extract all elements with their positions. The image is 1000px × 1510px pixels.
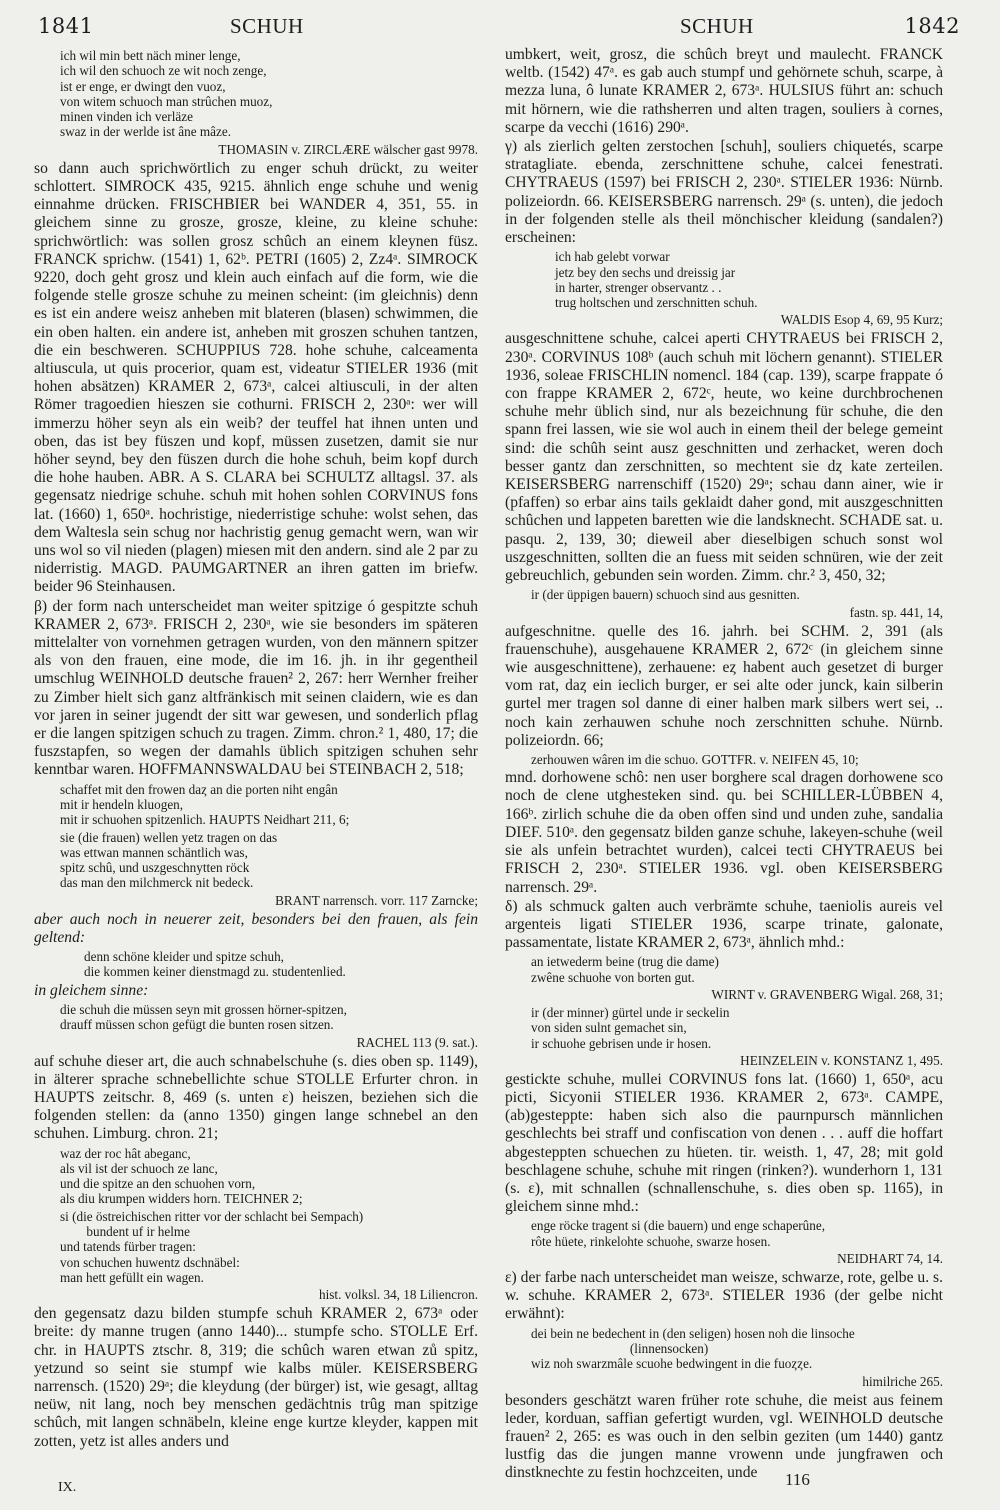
paragraph: auf schuhe dieser art, die auch schnabelschuhe (s. dies oben sp. 1149), in älterer sprache schnebellichte schue STOLLE Erfurter chron. in HAUPTS zeitschr. 8, 469 (s. unten ε) heiszen, beziehen sich die folgenden stellen: da (anno 1350) gingen lange schnebel an den schuhen. Limburg. chron. 21; (34, 1052, 478, 1143)
quote: ir (der minner) gürtel unde ir seckelin von siden sulnt gemachet sin, ir schuohe gebrisen unde ir hosen. (531, 1004, 730, 1051)
quote-source: THOMASIN v. ZIRCLÆRE wälscher gast 9978. (218, 141, 478, 157)
quote-source: fastn. sp. 441, 14, (849, 604, 943, 620)
left-column (34, 46, 478, 1452)
quote-source: HEINZELEIN v. KONSTANZ 1, 495. (740, 1052, 943, 1068)
running-title-right: SCHUH (680, 14, 754, 38)
page-number-right: 1842 (904, 14, 960, 38)
quote: ich hab gelebt vorwar jetz bey den sechs und dreissig jar in harter, strenger observantz . . trug holtschen und zerschnitten schuh. (555, 249, 758, 311)
page-number-left: 1841 (38, 14, 94, 38)
paragraph: gestickte schuhe, mullei CORVINUS fons lat. (1660) 1, 650ᵃ, acu picti, Sicyonii STIELER 1936. KRAMER 2, 673ᵃ. CAMPE, (ab)gesteppte: haben sich also die paurnpursch männlichen geschlechts bei straff und confiscation von denen . . . auff die hoffart abgesteppten schuechen zu hüeten. tir. weisth. 1, 47, 28; mit gold beschlagene schuhe, schuhe mit ringen (rinken?). wunderhorn 1, 131 (s. ε), mit schnallen (schnallenschuhe, s. dies oben sp. 1165), in gleichem sinne mhd.: (505, 1070, 943, 1216)
running-title-left: SCHUH (230, 14, 304, 38)
paragraph: umbkert, weit, grosz, die schûch breyt und maulecht. FRANCK weltb. (1542) 47ᵃ. es gab auch stumpf und gehörnete schuh, scarpe, à mezza luna, ô lunate KRAMER 2, 673ᵃ. HULSIUS führt an: schuch mit hörnern, wie die rathsherren und alten tragen, souliers à cornes, scarpe da vecchi (1616) 290ᵃ. (505, 46, 943, 136)
paragraph: besonders geschätzt waren früher rote schuhe, die meist aus feinem leder, korduan, saffian gefertigt wurden, vgl. WEINHOLD deutsche frauen² 2, 265: es was ouch in den selbin geziten (um 1440) gantz lustfig das die jungen manne vrowenn unde jungfrawen och dinstknechte zu festin hochzceiten, unde (505, 1391, 943, 1482)
quote-source: WIRNT v. GRAVENBERG Wigal. 268, 31; (711, 986, 943, 1002)
quote-source: RACHEL 113 (9. sat.). (356, 1034, 478, 1050)
quote: zerhouwen wâren im die schuo. GOTTFR. v. NEIFEN 45, 10; (531, 751, 859, 767)
paragraph: ε) der farbe nach unterscheidet man weisze, schwarze, rote, gelbe u. s. w. schuhe. KRAMER 2, 673ᵃ. STIELER 1936 (der gelbe nicht erwähnt): (505, 1269, 943, 1323)
paragraph: mnd. dorhowene schô: nen user borghere scal dragen dorhowene sco noch de clene utghesteken sind. qu. bei SCHILLER-LÜBBEN 4, 166ᵇ. zirlich schuhe die da oben offen sind und unden zuhe, sandalia DIEF. 510ᵃ. den gegensatz bilden ganze schuhe, lakeyen-schuhe (weil sie als unfein betrachtet wurden), calcei tecti CHYTRAEUS bei FRISCH 2, 230ᵃ. STIELER 1936. vgl. oben KEISERSBERG narrensch. 29ᵃ. (505, 769, 943, 896)
paragraph: aber auch noch in neuerer zeit, besonders bei den frauen, als fein geltend: (34, 910, 478, 946)
quote: sie (die frauen) wellen yetz tragen on das was ettwan mannen schäntlich was, spitz schû, und uszgeschnytten röck das man den milchmerck nit bedeck. (60, 829, 278, 891)
paragraph: β) der form nach unterscheidet man weiter spitzige ó gespitzte schuh KRAMER 2, 673ᵃ. FRISCH 2, 230ᵃ, wie sie besonders im späteren mittelalter von vornehmen getragen wurden, von den männern spitzer als von den frauen, eine mode, die im 16. jh. in ihr gegentheil umschlug WEINHOLD deutsche frauen² 2, 267: herr Wernher freiher zu Zimber hielt sich ganz altfränkisch mit seinen claidern, wie es dan vor jaren in seiner jugendt der sitt war gewesen, und sonderlich pflag er die langen spitzigen schuch zu tragen. Zimm. chron.² 1, 480, 17; die fuszstapfen, so wegen der damahls üblich spitzigen schuhen sehr kenntbar waren. HOFFMANNSWALDAU bei STEINBACH 2, 518; (34, 597, 478, 779)
quote: denn schöne kleider und spitze schuh, die kommen keiner dienstmagd zu. studentenlied. (84, 949, 346, 980)
quote: dei bein ne bedechent in (den seligen) hosen noh die linsoche (linnensocken) wiz noh swarzmâle scuohe bedwingent in die fuoȥȥe. (531, 1325, 855, 1372)
quote-source: WALDIS Esop 4, 69, 95 Kurz; (780, 312, 943, 328)
quote-source: himilriche 265. (862, 1373, 943, 1389)
sheet-number: 116 (785, 1470, 810, 1489)
paragraph: ausgeschnittene schuhe, calcei aperti CHYTRAEUS bei FRISCH 2, 230ᵃ. CORVINUS 108ᵇ (auch schuh mit löchern genannt). STIELER 1936, soleae FRISCHLIN nomencl. 184 (cap. 139), scarpe frappate ó con frappe KRAMER 2, 672ᶜ, heute, wo keine durchbrochenen schuhe mehr üblich sind, nur als bezeichnung für schuhe, die den spann frei lassen, wie sie wol auch in einem theil der belege gemeint sind: die schûh seint ausz geschnitten und zerhacket, weren doch besser gantz dan zerschnitten, so mechtent sie dȥ kate zerteilen. KEISERSBERG narrenschiff (1520) 29ᵃ; schau dann ainer, wie ir (pfaffen) so erbar ains tails geklaidt daher gond, mit auszgeschnitten schûchen und lappeten baretten wie die landsknecht. SCHADE sat. u. pasqu. 2, 139, 30; dieweil aber dieselbigen schuch sonst wol uszgeschnitten, sollten die an fuess mit seiden schnüren, wie der zeit gebreuchlich, gebunden sein worden. Zimm. chr.² 3, 450, 32; (505, 330, 943, 585)
paragraph: δ) als schmuck galten auch verbrämte schuhe, taeniolis aureis vel argenteis ligati STIELER 1936, scarpe trinate, galonate, passamentate, listate KRAMER 2, 673ᵃ, ähnlich mhd.: (505, 897, 943, 952)
paragraph: in gleichem sinne: (34, 981, 149, 999)
paragraph: so dann auch sprichwörtlich zu enger schuh drückt, zu weiter schlottert. SIMROCK 435, 9215. ähnlich enge schuhe und wenig einnahme drücken. FRISCHBIER bei WANDER 4, 351, 55. in gleichem sinne zu grosze, grosze, kleine, zu kleine schuhe: sprichwörtlich: was sollen grosz schûch an einem kleynen füsz. FRANCK sprichw. (1541) 1, 62ᵇ. PETRI (1605) 2, Zz4ᵃ. SIMROCK 9220, doch geht grosz und klein auch einfach auf die form, wie die folgende stelle grosze schuhe zu meinen scheint: (im gleichnis) denn es ist ein andere weisz anheben mit blateren (blasen) schwimmen, die ein oben halten. ein andere ist, anheben mit groszen schuhen tantzen, die ein beschweren. SCHUPPIUS 728. hohe schuhe, calceamenta altiuscula, ut quis procerior, quam est, videatur STIELER 1936 (mit hohen absätzen) KRAMER 2, 673ᵃ, calcei altiusculi, in der alten Römer tragoedien hieszen sie cothurni. FRISCH 2, 230ᵃ: wer will immerzu höher seyn als ein weib? der teuffel hat ihnen unten und oben, das ist bey füszen und kopf, müssen zusetzen, damit sie nur höher seynd, bey den füszen durch die hohe schuh, beim kopf durch die hohe hauben. ABR. A S. CLARA bei SCHULTZ alltagsl. 37. als gegensatz niedrige schuhe. schuh mit hohen sohlen CORVINUS fons lat. (1660) 1, 650ᵃ. hochristige, niederristige schuhe: wolst sehen, das dem Waltesla sein schug nor hachristig genug gemacht wern, wan wir uns wol so vil nieden (plagen) miesen mit den andern. sind ale 2 par zu niderristig. MAGD. PAUMGARTNER an ihren gatten im briefw. beider 96 Steinhausen. (34, 159, 478, 596)
right-column (505, 46, 943, 1484)
paragraph: den gegensatz dazu bilden stumpfe schuh KRAMER 2, 673ᵃ oder breite: dy manne trugen (anno 1440)... stumpfe scho. STOLLE Erf. chr. in HAUPTS ztschr. 8, 319; die schûch waren etwan zů spitz, yetzund so seint sie stumpf wie kalbs müler. KEISERSBERG narrensch. (1520) 29ᵃ; die kleydung (der bürger) ist, wie gesagt, alltag neüw, nit lang, noch bey menschen gedächtnis trûg man spitzige schûch, mit langen schnäbeln, kleine enge kurtze kleyder, kappen mit zotten, yetz ist alles anders und (34, 1305, 478, 1450)
quote: ir (der üppigen bauern) schuoch sind aus gesnitten. (531, 587, 800, 603)
quote-source: BRANT narrensch. vorr. 117 Zarncke; (275, 892, 478, 908)
quote: ich wil min bett näch miner lenge, ich wil den schuoch ze wit noch zenge, ist er enge, er dwingt den vuoz, von witem schuoch man strûchen muoz, minen vinden ich verläze swaz in der werlde ist âne mâze. (60, 48, 273, 140)
quote: die schuh die müssen seyn mit grossen hörner-spitzen, drauff müssen schon gefügt die bunten rosen sitzen. (60, 1001, 347, 1033)
paragraph: aufgeschnitne. quelle des 16. jahrh. bei SCHM. 2, 391 (als frauenschuhe), ausgehauene KRAMER 2, 672ᶜ (in gleichem sinne wie ausgeschnittene), zerhauene: eȥ habent auch gesetzet di burger vom rat, daȥ ein ieclich burger, er sei alte oder junck, kain silberin gurtel mer tragen sol danne di einer halben mark silbers wert sei, .. noch kain zerhauwen schuhe noch zerschnitten schuhe. Nürnb. polizeiordn. 66; (505, 622, 943, 749)
quote-source: NEIDHART 74, 14. (837, 1251, 943, 1267)
paragraph: γ) als zierlich gelten zerstochen [schuh], souliers chiquetés, scarpe stratagliate. ebenda, zerschnittene schuhe, calcei fenestrati. CHYTRAEUS (1597) bei FRISCH 2, 230ᵃ. STIELER 1936: Nürnb. polizeiordn. 66. KEISERSBERG narrensch. 29ᵃ (s. unten), die jedoch in der folgenden stelle als theil mönchischer kleidung (sandalen?) erscheinen: (505, 138, 943, 247)
quote: si (die östreichischen ritter vor der schlacht bei Sempach) bundent uf ir helme und tatends fürber tragen: von schuchen huwentz dschnäbel: man hett gefüllt ein wagen. (60, 1208, 364, 1285)
quote-source: hist. volksl. 34, 18 Liliencron. (319, 1287, 478, 1303)
quote: an ietwederm beine (trug die dame) zwêne schuohe von borten gut. (531, 954, 719, 985)
quote: enge röcke tragent si (die bauern) und enge schaperûne, rôte hüete, rinkelohte schuohe, swarze hosen. (531, 1218, 826, 1249)
quote: schaffet mit den frowen daȥ an die porten niht engân mit ir hendeln kluogen, mit ir schuohen spitzenlich. HAUPTS Neidhart 211, 6; (60, 781, 350, 828)
quote: waz der roc hât abeganc, als vil ist der schuoch ze lanc, und die spitze an den schuohen vorn, als diu krumpen widders horn. TEICHNER 2; (60, 1145, 303, 1207)
signature-mark: IX. (58, 1480, 77, 1495)
